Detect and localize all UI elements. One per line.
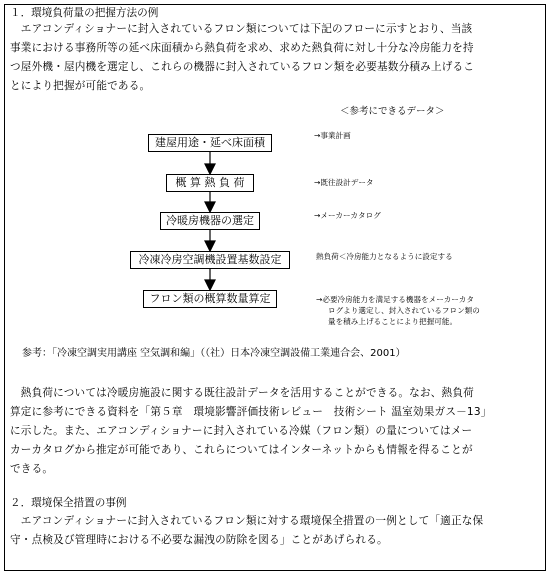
flow-note-unit-count: 熱負荷＜冷房能力となるように設定する: [316, 252, 453, 261]
paragraph2-line: に示した。また、エアコンディショナーに封入されている冷媒（フロン類）の量についてはメー: [10, 425, 473, 437]
flow-step-unit-count: 冷凍冷房空調機設置基数設定: [130, 251, 290, 269]
reference-citation: 参考：「冷凍空調実用講座 空気調和編」（（社）日本冷凍空調設備工業連合会、2001）: [22, 348, 406, 359]
section2-line: エアコンディショナーに封入されているフロン類に対する環境保全措置の一例として「適正な保: [10, 515, 484, 527]
flow-note-line: ログより選定し、封入されているフロン類の: [328, 306, 480, 315]
paragraph2-line: 算定に参考にできる資料を「第５章 環境影響評価技術レビュー 技術シート 温室効果ガス－13」: [10, 406, 492, 418]
section2-line: 守・点検及び管理時における不必要な漏洩の防除を図る」ことがあげられる。: [10, 534, 388, 546]
section1-line: つ屋外機・屋内機を選定し、これらの機器に封入されているフロン類を必要基数分積み上げるこ: [10, 61, 475, 73]
section1-line: エアコンディショナーに封入されているフロン類については下記のフローに示すとおり、当該: [10, 23, 473, 35]
arrow-down-icon: [205, 164, 215, 174]
reference-data-header: ＜参考にできるデータ＞: [340, 106, 445, 117]
arrow-down-icon: [205, 280, 215, 290]
section2-heading: ２．環境保全措置の事例: [10, 497, 127, 509]
section1-line: とにより把握が可能である。: [10, 80, 151, 92]
paragraph2: [10, 384, 492, 479]
flow-note-equipment-selection: →メーカーカタログ: [314, 211, 381, 220]
arrow-down-icon: [205, 241, 215, 251]
flow-note-line: 量を積み上げることにより把握可能。: [328, 317, 458, 326]
paragraph2-line: 熱負荷については冷暖房施設に関する既往設計データを活用することができる。なお、熱負荷: [10, 387, 474, 399]
flow-note-building: →事業計画: [314, 131, 351, 140]
paragraph2-line: カーカタログから推定が可能であり、これらについてはインターネットからも情報を得ることが: [10, 444, 473, 456]
arrow-down-icon: [205, 202, 215, 212]
paragraph2-line: できる。: [10, 463, 54, 475]
section1-line: 事業における事務所等の延べ床面積から熱負荷を求め、求めた熱負荷に対し十分な冷房能力を持: [10, 42, 474, 54]
flow-step-heat-load: 概 算 熱 負 荷: [166, 174, 254, 192]
section2-paragraph: [10, 512, 483, 550]
section1-heading: １．環境負荷量の把握方法の例: [10, 7, 159, 19]
flow-step-equipment-selection: 冷暖房機器の選定: [160, 212, 260, 230]
flow-step-building: 建屋用途・延べ床面積: [148, 134, 272, 152]
flow-step-fluorocarbon-quantity: フロン類の概算数量算定: [143, 290, 277, 308]
flow-note-line: →必要冷房能力を満足する機器をメーカーカタ: [316, 295, 474, 304]
flow-note-heat-load: →既往設計データ: [314, 178, 374, 187]
